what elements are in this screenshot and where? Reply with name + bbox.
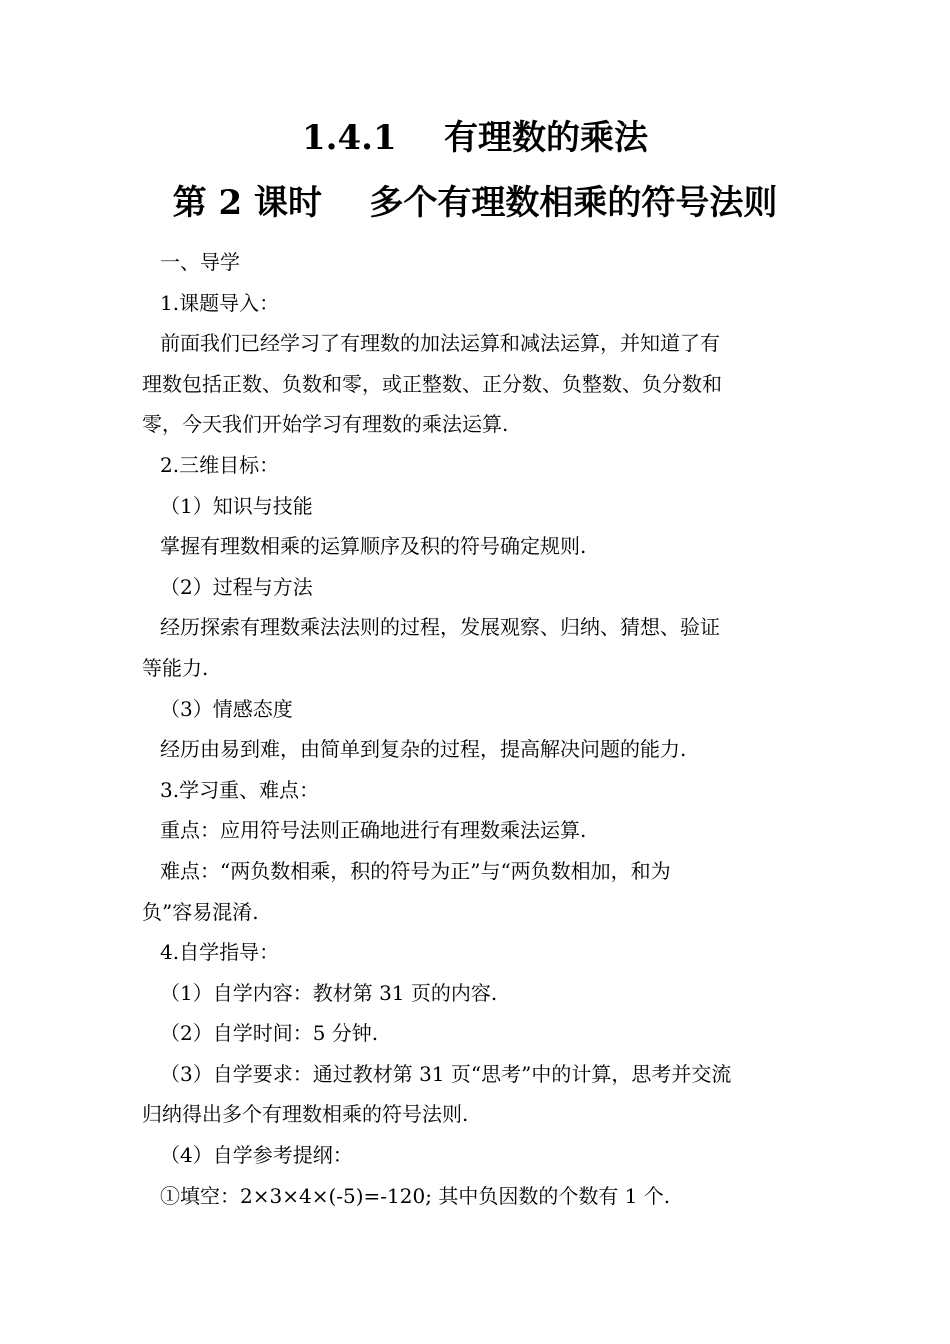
document-body	[142, 242, 810, 1216]
document-title: 1.4.1 有理数的乘法	[302, 118, 648, 158]
item-heading: （1）知识与技能	[160, 493, 313, 518]
exercise-line: ①填空：2×3×4×(-5)=-120; 其中负因数的个数有 1 个.	[160, 1183, 671, 1208]
item-line: （2）自学时间：5 分钟.	[160, 1021, 379, 1046]
section-heading: 一、导学	[160, 250, 240, 274]
paragraph-line: 重点：应用符号法则正确地进行有理数乘法运算.	[160, 818, 587, 843]
paragraph-line: 理数包括正数、负数和零，或正整数、正分数、负整数、负分数和	[142, 371, 722, 396]
item-heading: （4）自学参考提纲：	[160, 1143, 353, 1168]
paragraph-line: 前面我们已经学习了有理数的加法运算和减法运算，并知道了有	[160, 331, 720, 356]
item-line: （3）自学要求：通过教材第 31 页“思考”中的计算，思考并交流	[160, 1061, 732, 1086]
paragraph-line: 负”容易混淆.	[142, 899, 259, 924]
subsection-heading: 3.学习重、难点：	[160, 777, 320, 802]
paragraph-line: 难点：“两负数相乘，积的符号为正”与“两负数相加，和为	[160, 858, 671, 883]
document-subtitle: 第 2 课时 多个有理数相乘的符号法则	[172, 183, 778, 223]
paragraph-line: 掌握有理数相乘的运算顺序及积的符号确定规则.	[160, 534, 587, 559]
item-line: （1）自学内容：教材第 31 页的内容.	[160, 980, 498, 1005]
paragraph-line: 零，今天我们开始学习有理数的乘法运算.	[142, 412, 509, 437]
subsection-heading: 2.三维目标：	[160, 452, 280, 477]
subsection-heading: 4.自学指导：	[160, 940, 280, 965]
paragraph-line: 经历由易到难，由简单到复杂的过程，提高解决问题的能力.	[160, 737, 687, 762]
paragraph-line: 经历探索有理数乘法法则的过程，发展观察、归纳、猜想、验证	[160, 615, 720, 640]
paragraph-line: 归纳得出多个有理数相乘的符号法则.	[142, 1102, 469, 1127]
item-heading: （3）情感态度	[160, 696, 293, 721]
paragraph-line: 等能力.	[142, 655, 209, 680]
subsection-heading: 1.课题导入：	[160, 290, 280, 315]
item-heading: （2）过程与方法	[160, 574, 313, 599]
